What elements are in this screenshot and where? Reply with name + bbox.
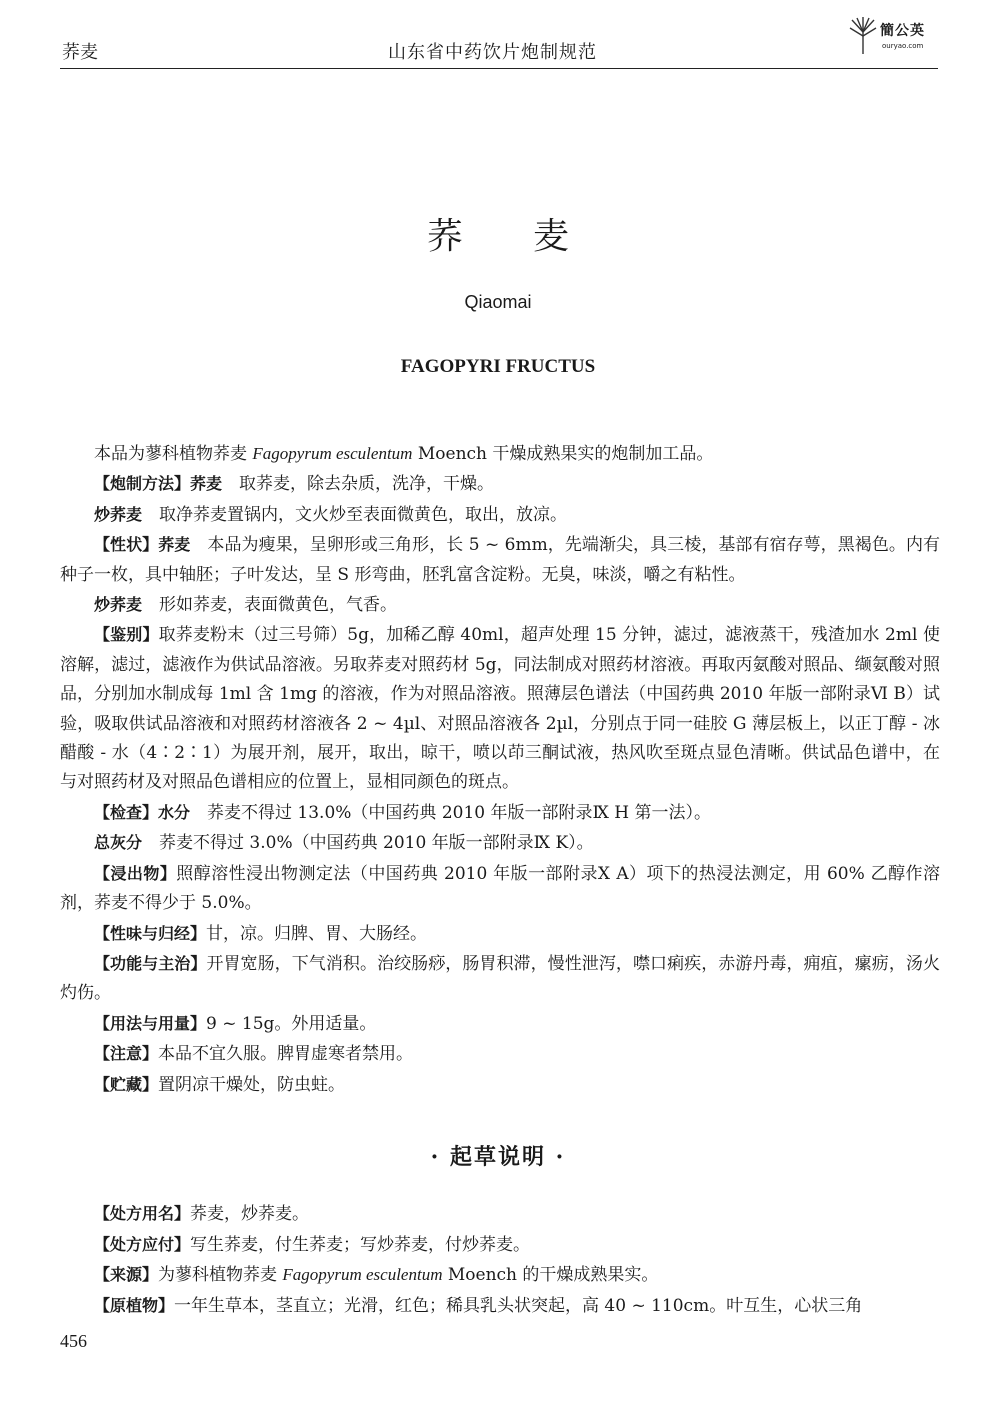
identification-label: 【鉴别】 (94, 625, 159, 645)
publisher-logo (848, 16, 944, 60)
monograph-body (60, 439, 940, 1100)
intro-text: 本品为蓼科植物荞麦 (94, 444, 253, 464)
check-ash-paragraph (60, 828, 940, 858)
header-rule (60, 68, 938, 69)
characters-paragraph (60, 530, 940, 590)
logo-url: ouryao.com (882, 42, 924, 50)
plant-text: 一年生草本，茎直立；光滑，红色；稀具乳头状突起，高 40 ~ 110cm。叶互生，心状三角 (174, 1295, 863, 1316)
processing-label: 【炮制方法】荞麦 (94, 474, 223, 494)
intro-paragraph (60, 439, 940, 469)
rx-dispense-paragraph (60, 1230, 940, 1261)
rx-name-text: 荞麦，炒荞麦。 (190, 1204, 310, 1224)
storage-label: 【贮藏】 (94, 1074, 159, 1094)
source-text-end: Moench 的干燥成熟果实。 (442, 1265, 659, 1285)
usage-paragraph (60, 1009, 940, 1039)
rx-name-paragraph (60, 1199, 940, 1230)
section-heading: · 起草说明 · (430, 1144, 566, 1170)
species-name: Fagopyrum esculentum (252, 444, 413, 463)
rx-dispense-text: 写生荞麦，付生荞麦；写炒荞麦，付炒荞麦。 (190, 1234, 531, 1255)
note-paragraph (60, 1039, 940, 1069)
function-text: 开胃宽肠，下气消积。治绞肠痧，肠胃积滞，慢性泄泻，噤口痢疾，赤游丹毒，痈疽，瘰疬，汤火灼伤。 (60, 953, 940, 1004)
check-water-paragraph (60, 798, 940, 828)
characters-fried-text: 形如荞麦，表面微黄色，气香。 (159, 595, 398, 616)
storage-paragraph (60, 1070, 940, 1100)
check-water-label: 【检查】水分 (94, 802, 191, 822)
usage-label: 【用法与用量】 (94, 1013, 207, 1033)
characters-fried-paragraph (60, 590, 940, 620)
source-paragraph (60, 1260, 940, 1291)
processing-paragraph (60, 469, 940, 499)
intro-text-end: Moench 干燥成熟果实的炮制加工品。 (412, 444, 714, 464)
identification-text: 取荞麦粉末（过三号筛）5g，加稀乙醇 40ml，超声处理 15 分钟，滤过，滤液蒸干，残渣加水 2ml 使溶解，滤过，滤液作为供试品溶液。另取荞麦对照药材 5g，同法制成对照药材溶液。再取丙氨酸对照品、缬氨酸对照品，分别加水制成每 1ml 含 1mg 的溶液，作为对照品溶液。照薄层色谱法（中国药典 2010 年版一部附录Ⅵ B）试验，吸取供试品溶液和对照药材溶液各 2 ~ 4µl、对照品溶液各 2µl，分别点于同一硅胶 G 薄层板上，以正丁醇 - 冰醋酸 - 水（4∶2∶1）为展开剂，展开，取出，晾干，喷以茚三酮试液，热风吹至斑点显色清晰。供试品色谱中，在与对照药材及对照品色谱相应的位置上，显相同颜色的斑点。 (60, 625, 940, 793)
function-label: 【功能与主治】 (94, 953, 207, 973)
latin-name: FAGOPYRI FRUCTUS (400, 356, 596, 377)
header-book-title: 山东省中药饮片炮制规范 (388, 42, 597, 63)
nature-paragraph (60, 919, 940, 949)
check-ash-label: 总灰分 (94, 833, 143, 853)
check-water-text: 荞麦不得过 13.0%（中国药典 2010 年版一部附录Ⅸ H 第一法）。 (207, 802, 712, 823)
characters-text: 本品为瘦果，呈卵形或三角形，长 5 ~ 6mm，先端渐尖，具三棱，基部有宿存萼，黑褐色。内有种子一枚，具中轴胚；子叶发达，呈 S 形弯曲，胚乳富含淀粉。无臭，味淡，嚼之有粘性。 (60, 535, 941, 585)
extract-label: 【浸出物】 (94, 863, 177, 883)
check-ash-text: 荞麦不得过 3.0%（中国药典 2010 年版一部附录Ⅸ K）。 (159, 833, 594, 854)
plant-paragraph (60, 1291, 940, 1322)
page-number: 456 (60, 1331, 87, 1351)
source-text: 为蓼科植物荞麦 (158, 1265, 283, 1285)
storage-text: 置阴凉干燥处，防虫蛀。 (158, 1074, 346, 1095)
fried-label: 炒荞麦 (94, 504, 143, 524)
logo-text: 簡公英 (880, 23, 925, 39)
characters-fried-label: 炒荞麦 (94, 595, 143, 615)
function-paragraph (60, 949, 940, 1009)
fried-paragraph (60, 500, 940, 530)
pinyin-name: Qiaomai (464, 292, 532, 312)
drafting-notes-body (60, 1199, 940, 1321)
nature-label: 【性味与归经】 (94, 923, 207, 943)
source-label: 【来源】 (94, 1265, 159, 1284)
leaf-icon (848, 16, 878, 56)
nature-text: 甘，凉。归脾、胃、大肠经。 (206, 923, 428, 944)
source-species-name: Fagopyrum esculentum (282, 1265, 443, 1284)
extract-paragraph (60, 859, 940, 919)
characters-label: 【性状】荞麦 (94, 535, 191, 555)
note-label: 【注意】 (94, 1044, 159, 1064)
processing-text: 取荞麦，除去杂质，洗净，干燥。 (239, 474, 495, 495)
note-text: 本品不宜久服。脾胃虚寒者禁用。 (158, 1044, 414, 1065)
identification-paragraph (60, 620, 940, 797)
fried-text: 取净荞麦置锅内，文火炒至表面微黄色，取出，放凉。 (159, 504, 568, 525)
rx-dispense-label: 【处方应付】 (94, 1234, 191, 1254)
extract-text: 照醇溶性浸出物测定法（中国药典 2010 年版一部附录Ⅹ A）项下的热浸法测定，用 60% 乙醇作溶剂，荞麦不得少于 5.0%。 (60, 863, 940, 914)
plant-label: 【原植物】 (94, 1295, 175, 1315)
page-title: 荞麦 (426, 216, 639, 257)
usage-text: 9 ~ 15g。外用适量。 (206, 1013, 377, 1034)
header-left-title: 荞麦 (62, 42, 98, 63)
rx-name-label: 【处方用名】 (94, 1204, 191, 1223)
